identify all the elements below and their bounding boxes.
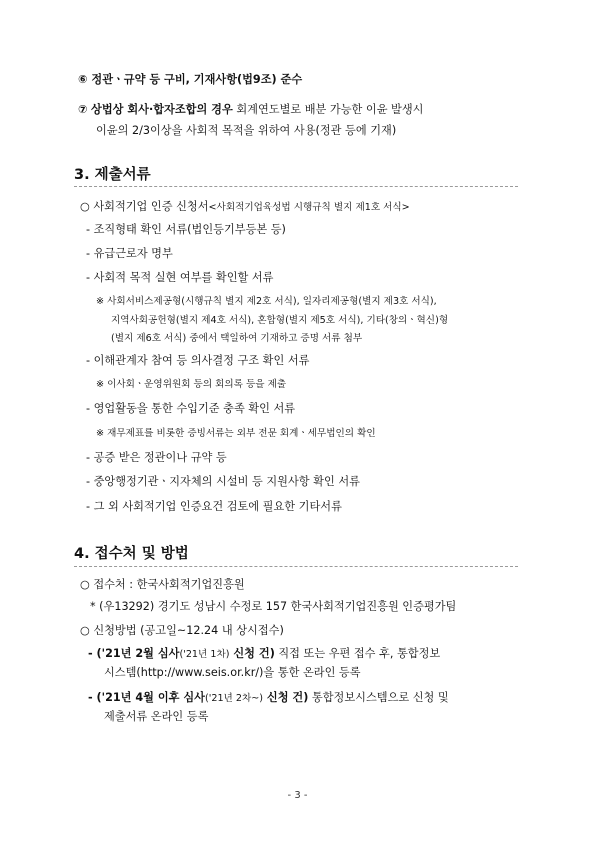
- sec3-main-bullet: [80, 200, 410, 214]
- item-7-text: 회계연도별로 배분 가능한 이윤 발생시: [232, 103, 424, 116]
- sec4-method-1-bold-a: - ('21년 2월 심사: [88, 647, 180, 660]
- sec3-note-1-line-3: (별지 제6호 서식) 중에서 택일하여 기재하고 증명 서류 첨부: [111, 333, 363, 344]
- sec4-method-1-bold-b: 신청 건): [229, 647, 275, 660]
- sec4-method-2-line-2: 제출서류 온라인 등록: [104, 710, 209, 723]
- section-3-title: 3. 제출서류: [74, 167, 151, 183]
- item-6-text: 정관ㆍ규약 등 구비, 기재사항(법9조) 준수: [91, 73, 303, 86]
- sec4-method-2-round: ('21년 2차~): [204, 693, 264, 704]
- sec3-doc-4: - 이해관계자 참여 등 의사결정 구조 확인 서류: [86, 354, 310, 367]
- section-4-divider: [74, 566, 518, 567]
- item-7-line-2: 이윤의 2/3이상을 사회적 목적을 위하여 사용(정관 등에 기재): [96, 124, 397, 137]
- sec3-main-text: 사회적기업 인증 신청서: [93, 200, 209, 213]
- sec3-doc-7: - 중앙행정기관ㆍ지자체의 시설비 등 지원사항 확인 서류: [86, 475, 360, 488]
- sec4-reception-address: * (우13292) 경기도 성남시 수정로 157 한국사회적기업진흥원 인증평가팀: [90, 600, 457, 613]
- sec3-doc-8: - 그 외 사회적기업 인증요건 검토에 필요한 기타서류: [86, 500, 342, 513]
- sec4-reception: ○ 접수처 : 한국사회적기업진흥원: [80, 578, 245, 591]
- sec3-doc-1: - 조직형태 확인 서류(법인등기부등본 등): [86, 223, 286, 236]
- sec3-note-3: ※ 재무제표를 비롯한 증빙서류는 외부 전문 회계ㆍ세무법인의 확인: [96, 428, 376, 439]
- section-4-title: 4. 접수처 및 방법: [74, 546, 189, 562]
- sec4-method-1: [88, 647, 440, 661]
- circle-bullet-icon: ○: [80, 200, 90, 213]
- item-7: [78, 103, 423, 117]
- item-7-number: ⑦: [78, 103, 88, 116]
- item-6-number: ⑥: [78, 73, 88, 86]
- sec3-doc-6: - 공증 받은 정관이나 규약 등: [86, 451, 227, 464]
- section-3-divider: [74, 186, 518, 187]
- sec3-main-form-ref: <사회적기업육성법 시행규칙 별지 제1호 서식>: [208, 202, 410, 213]
- item-6: [78, 73, 302, 87]
- sec3-doc-5: - 영업활동을 통한 수입기준 충족 확인 서류: [86, 402, 296, 415]
- sec4-method-1-text: 직접 또는 우편 접수 후, 통합정보: [274, 647, 441, 660]
- sec3-note-2: ※ 이사회ㆍ운영위원회 등의 회의록 등을 제출: [96, 379, 287, 390]
- sec4-method: ○ 신청방법 (공고일~12.24 내 상시접수): [80, 624, 284, 637]
- sec4-method-2-bold-b: 신청 건): [263, 691, 309, 704]
- sec4-method-2-text: 통합정보시스템으로 신청 및: [308, 691, 449, 704]
- sec4-method-1-line-2: 시스템(http://www.seis.or.kr/)을 통한 온라인 등록: [104, 666, 361, 679]
- sec4-method-2: [88, 691, 449, 705]
- sec3-note-1-line-2: 지역사회공헌형(별지 제4호 서식), 혼합형(별지 제5호 서식), 기타(창의ㆍ혁신)형: [111, 315, 449, 326]
- item-7-bold-text: 상법상 회사·합자조합의 경우: [91, 103, 233, 116]
- page-number: - 3 -: [287, 790, 308, 801]
- sec3-doc-3: - 사회적 목적 실현 여부를 확인할 서류: [86, 271, 274, 284]
- sec4-method-2-bold-a: - ('21년 4월 이후 심사: [88, 691, 205, 704]
- sec3-doc-2: - 유급근로자 명부: [86, 247, 173, 260]
- sec4-method-1-round: ('21년 1차): [179, 649, 230, 660]
- sec3-note-1-line-1: ※ 사회서비스제공형(시행규칙 별지 제2호 서식), 일자리제공형(별지 제3호 서식),: [96, 296, 437, 307]
